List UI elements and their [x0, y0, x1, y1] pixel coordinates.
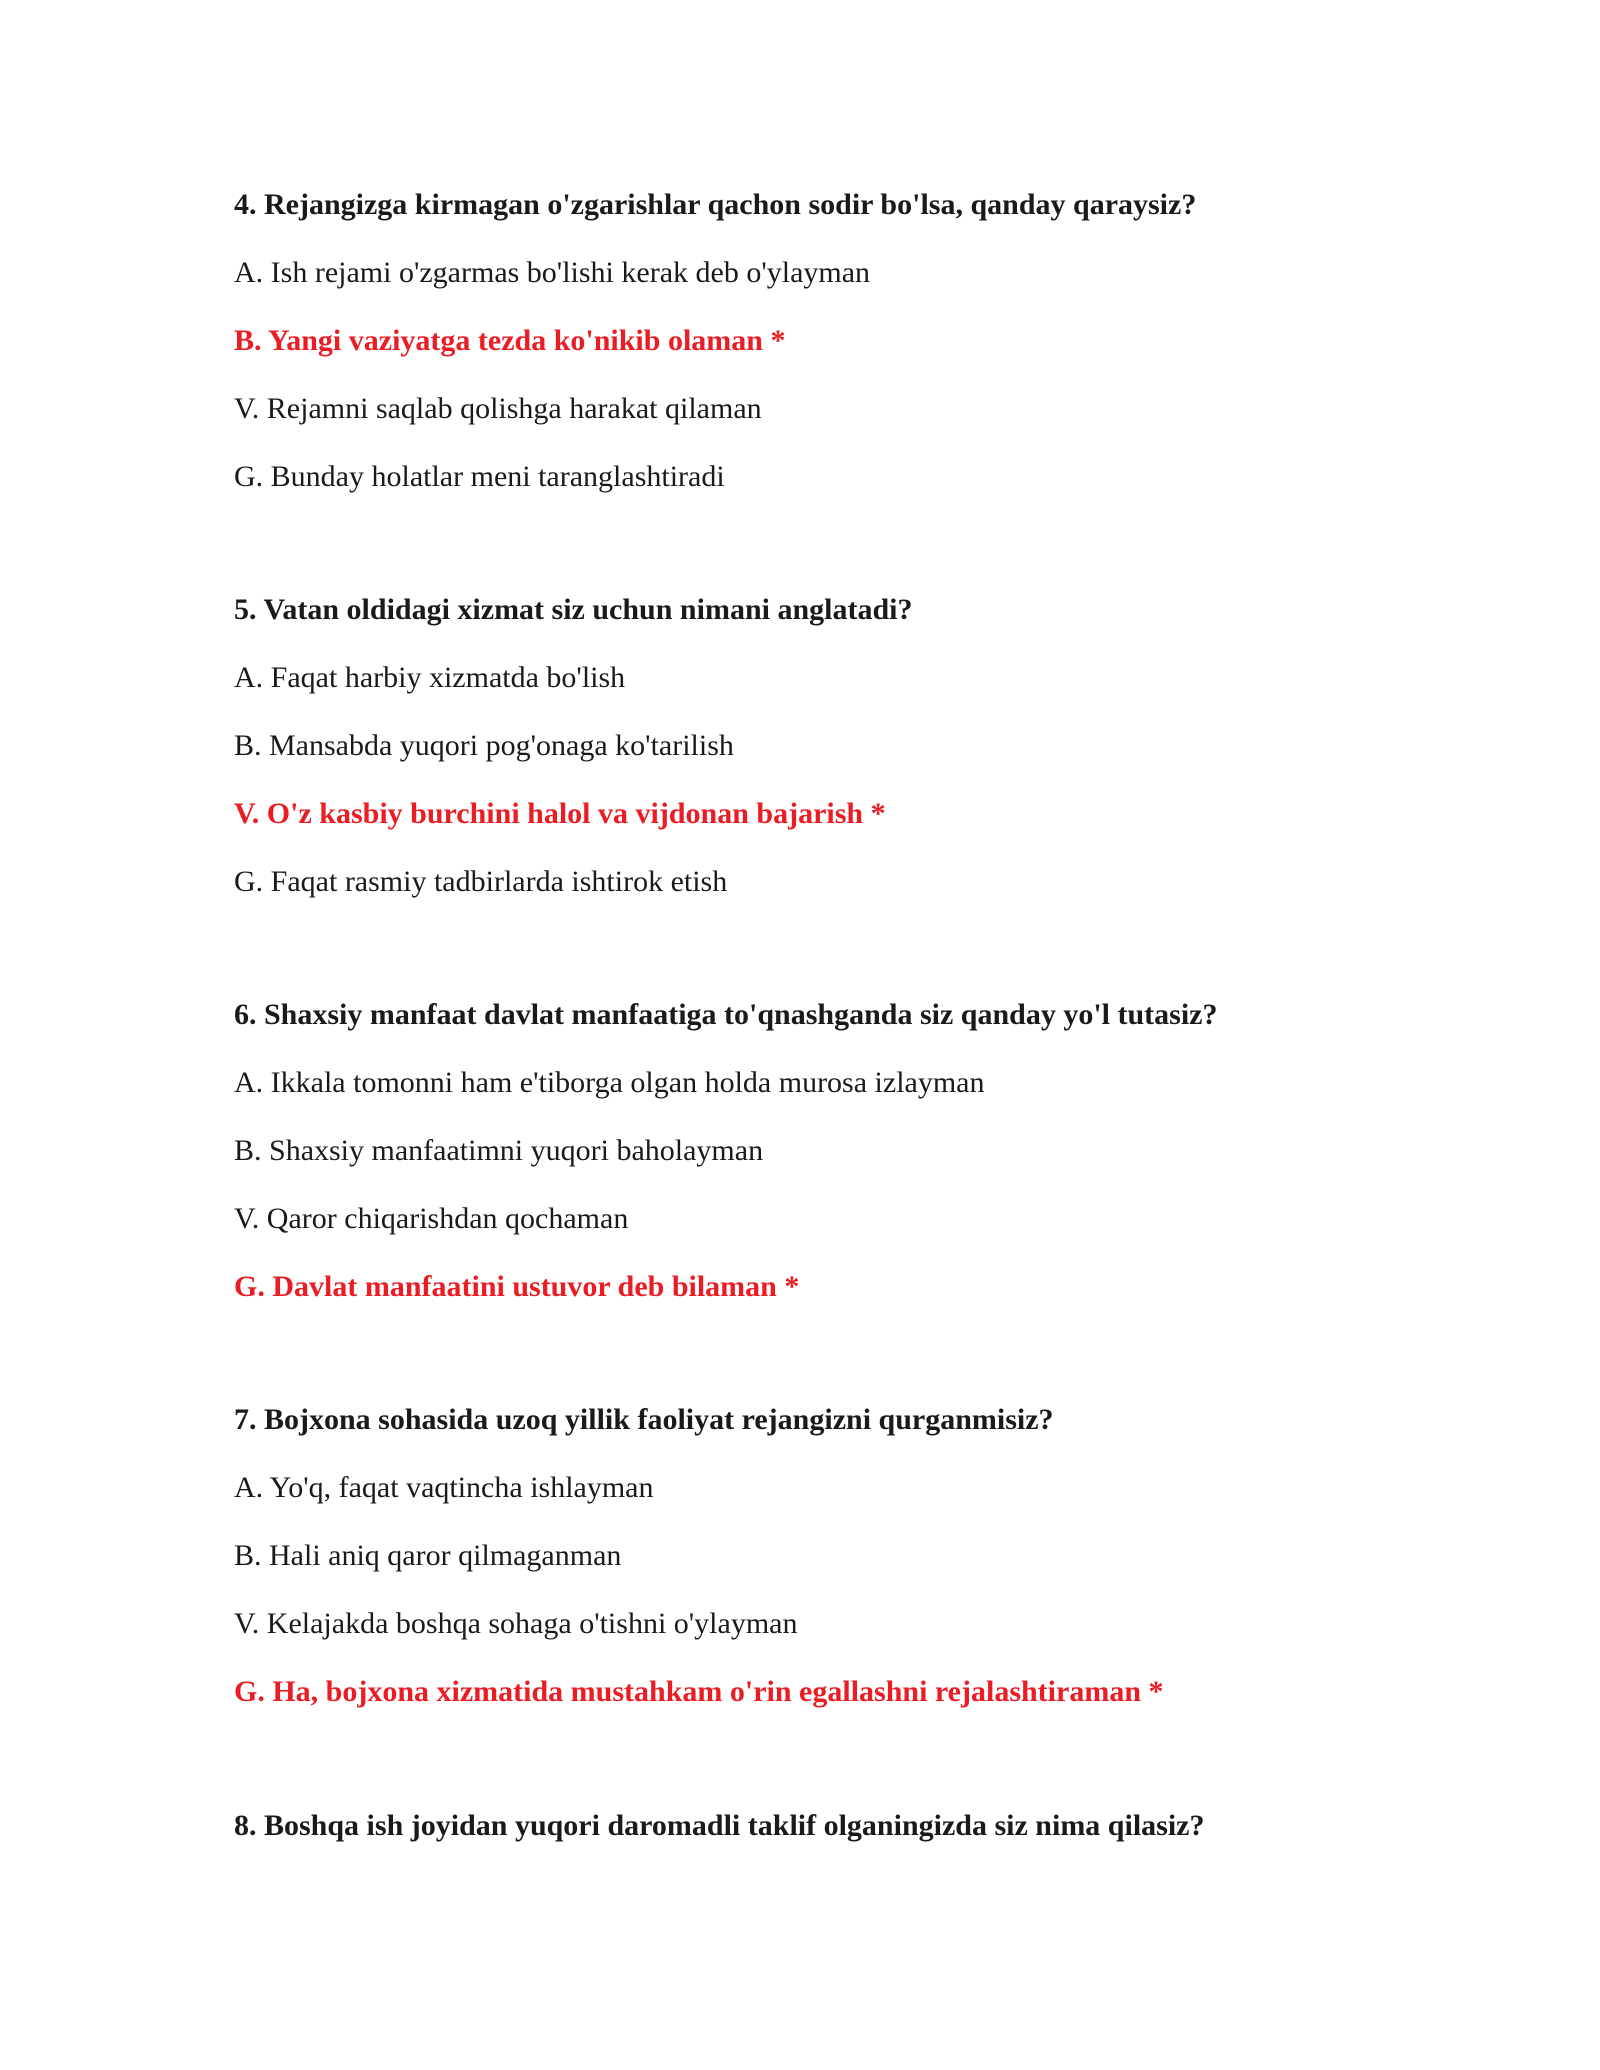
answer-option-g: G. Bunday holatlar meni taranglashtiradi — [234, 460, 725, 493]
answer-option-v-correct: V. O'z kasbiy burchini halol va vijdonan bajarish * — [234, 797, 886, 830]
answer-option-a: A. Faqat harbiy xizmatda bo'lish — [234, 661, 626, 694]
answer-option-v: V. Kelajakda boshqa sohaga o'tishni o'ylayman — [234, 1607, 798, 1640]
answer-option-b: B. Hali aniq qaror qilmaganman — [234, 1539, 622, 1572]
question-8 — [234, 1808, 1434, 1876]
answer-option-b: B. Shaxsiy manfaatimni yuqori baholayman — [234, 1134, 764, 1167]
answer-option-a: A. Yo'q, faqat vaqtincha ishlayman — [234, 1471, 654, 1504]
question-title: 6. Shaxsiy manfaat davlat manfaatiga to'qnashganda siz qanday yo'l tutasiz? — [234, 998, 1218, 1031]
answer-option-b-correct: B. Yangi vaziyatga tezda ko'nikib olaman * — [234, 324, 786, 357]
question-title: 8. Boshqa ish joyidan yuqori daromadli taklif olganingizda siz nima qilasiz? — [234, 1809, 1205, 1842]
question-title: 5. Vatan oldidagi xizmat siz uchun nimani anglatadi? — [234, 593, 913, 626]
question-6 — [234, 997, 1434, 1337]
answer-option-b: B. Mansabda yuqori pog'onaga ko'tarilish — [234, 729, 734, 762]
question-7 — [234, 1402, 1434, 1742]
question-title: 7. Bojxona sohasida uzoq yillik faoliyat rejangizni qurganmisiz? — [234, 1403, 1054, 1436]
answer-option-a: A. Ikkala tomonni ham e'tiborga olgan holda murosa izlayman — [234, 1066, 985, 1099]
answer-option-a: A. Ish rejami o'zgarmas bo'lishi kerak deb o'ylayman — [234, 256, 871, 289]
question-title: 4. Rejangizga kirmagan o'zgarishlar qachon sodir bo'lsa, qanday qaraysiz? — [234, 188, 1197, 221]
question-5 — [234, 592, 1434, 932]
answer-option-v: V. Rejamni saqlab qolishga harakat qilaman — [234, 392, 762, 425]
answer-option-g: G. Faqat rasmiy tadbirlarda ishtirok etish — [234, 865, 728, 898]
answer-option-v: V. Qaror chiqarishdan qochaman — [234, 1202, 629, 1235]
answer-option-g-correct: G. Ha, bojxona xizmatida mustahkam o'rin egallashni rejalashtiraman * — [234, 1675, 1164, 1708]
answer-option-g-correct: G. Davlat manfaatini ustuvor deb bilaman * — [234, 1270, 800, 1303]
question-4 — [234, 187, 1434, 527]
